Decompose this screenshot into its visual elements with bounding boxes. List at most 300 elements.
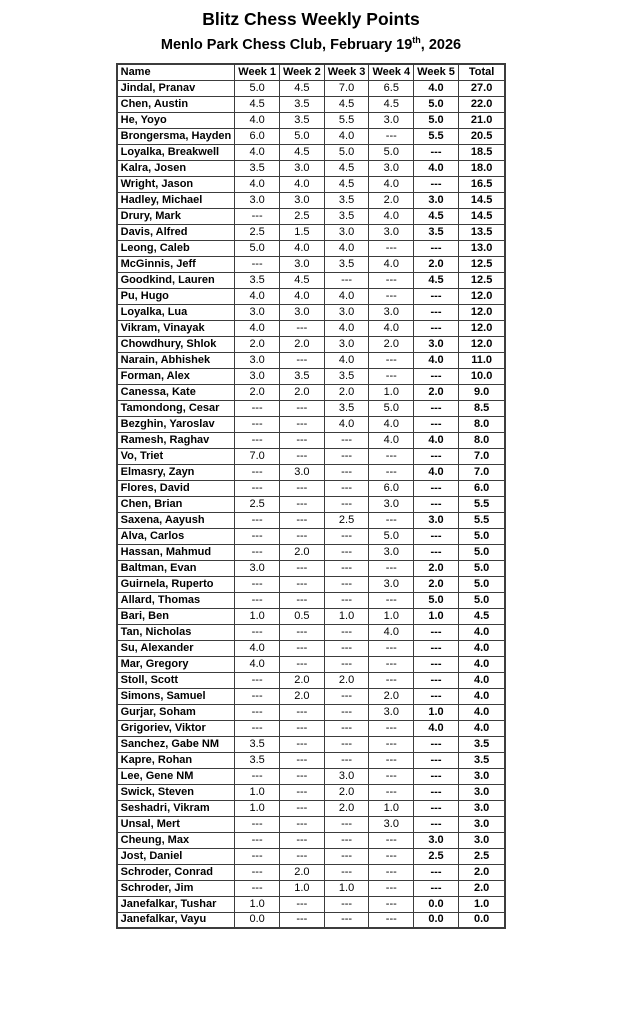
total-cell: 3.0 [458,800,505,816]
table-row [117,560,506,576]
week-3-score-cell: --- [324,272,369,288]
total-cell: 4.0 [458,720,505,736]
week-2-score-cell: 4.0 [280,240,325,256]
total-cell: 12.0 [458,304,505,320]
week-2-score-cell: 4.5 [280,144,325,160]
week-5-score-cell: --- [414,864,459,880]
player-name-cell: Pu, Hugo [117,288,235,304]
week-3-score-cell: 4.5 [324,160,369,176]
week-2-score-cell: --- [280,640,325,656]
player-name-cell: Loyalka, Breakwell [117,144,235,160]
week-4-score-cell: --- [369,736,414,752]
week-3-score-cell: --- [324,912,369,928]
week-4-score-cell: --- [369,512,414,528]
week-5-score-cell: 3.0 [414,192,459,208]
week-3-score-cell: 2.0 [324,672,369,688]
player-name-cell: Davis, Alfred [117,224,235,240]
week-1-score-cell: --- [235,816,280,832]
week-1-score-cell: 4.0 [235,112,280,128]
week-4-score-cell: 3.0 [369,496,414,512]
week-2-score-cell: 3.5 [280,368,325,384]
week-1-score-cell: 3.0 [235,560,280,576]
week-5-score-cell: --- [414,784,459,800]
week-2-score-cell: 3.0 [280,192,325,208]
week-4-score-cell: --- [369,912,414,928]
player-name-cell: Goodkind, Lauren [117,272,235,288]
total-cell: 5.0 [458,528,505,544]
week-4-score-cell: 4.0 [369,624,414,640]
player-name-cell: Sanchez, Gabe NM [117,736,235,752]
table-row [117,912,506,928]
week-4-score-cell: 3.0 [369,160,414,176]
week-3-score-cell: --- [324,560,369,576]
player-name-cell: He, Yoyo [117,112,235,128]
week-1-score-cell: --- [235,768,280,784]
week-5-score-cell: --- [414,624,459,640]
week-4-score-cell: --- [369,752,414,768]
week-1-score-cell: 4.0 [235,176,280,192]
week-5-score-cell: 3.5 [414,224,459,240]
week-2-score-cell: --- [280,432,325,448]
week-5-score-cell: 4.0 [414,80,459,96]
week-5-score-cell: 3.0 [414,336,459,352]
week-1-score-cell: 3.5 [235,272,280,288]
week-3-score-cell: --- [324,656,369,672]
table-row [117,608,506,624]
table-row [117,592,506,608]
week-5-score-cell: 5.5 [414,128,459,144]
week-3-score-cell: 2.5 [324,512,369,528]
week-4-score-cell: 4.0 [369,208,414,224]
week-3-score-cell: --- [324,864,369,880]
total-cell: 18.5 [458,144,505,160]
week-4-score-cell: 3.0 [369,576,414,592]
table-row [117,688,506,704]
table-row [117,176,506,192]
player-name-cell: Grigoriev, Viktor [117,720,235,736]
player-name-cell: Narain, Abhishek [117,352,235,368]
total-cell: 4.0 [458,688,505,704]
subtitle-suffix: , 2026 [420,37,462,53]
player-name-cell: Flores, David [117,480,235,496]
total-cell: 7.0 [458,464,505,480]
week-5-score-cell: 1.0 [414,704,459,720]
week-1-score-cell: 1.0 [235,608,280,624]
week-4-score-cell: --- [369,896,414,912]
week-3-score-cell: --- [324,736,369,752]
week-2-score-cell: 3.0 [280,160,325,176]
player-name-cell: Chen, Brian [117,496,235,512]
week-4-score-cell: 6.5 [369,80,414,96]
total-cell: 5.0 [458,592,505,608]
week-5-score-cell: --- [414,528,459,544]
week-5-score-cell: --- [414,416,459,432]
week-1-score-cell: --- [235,464,280,480]
week-2-score-cell: 3.5 [280,96,325,112]
table-row [117,656,506,672]
week-3-score-cell: 3.5 [324,400,369,416]
week-5-score-cell: --- [414,880,459,896]
total-cell: 4.0 [458,624,505,640]
week-1-score-cell: --- [235,208,280,224]
table-row [117,624,506,640]
week-3-score-cell: --- [324,528,369,544]
week-5-score-cell: --- [414,496,459,512]
column-header-name: Name [117,64,235,80]
week-5-score-cell: --- [414,288,459,304]
table-row [117,640,506,656]
week-3-score-cell: --- [324,640,369,656]
total-cell: 3.0 [458,784,505,800]
week-2-score-cell: 5.0 [280,128,325,144]
player-name-cell: Janefalkar, Vayu [117,912,235,928]
week-2-score-cell: 4.0 [280,176,325,192]
table-row [117,544,506,560]
week-1-score-cell: 3.0 [235,352,280,368]
week-1-score-cell: 2.0 [235,384,280,400]
total-cell: 8.5 [458,400,505,416]
total-cell: 9.0 [458,384,505,400]
week-5-score-cell: 4.0 [414,464,459,480]
player-name-cell: Vikram, Vinayak [117,320,235,336]
column-header-total: Total [458,64,505,80]
week-2-score-cell: --- [280,832,325,848]
player-name-cell: Stoll, Scott [117,672,235,688]
week-3-score-cell: 7.0 [324,80,369,96]
player-name-cell: Ramesh, Raghav [117,432,235,448]
week-3-score-cell: 4.0 [324,352,369,368]
total-cell: 5.0 [458,560,505,576]
total-cell: 14.5 [458,192,505,208]
week-4-score-cell: --- [369,880,414,896]
week-2-score-cell: --- [280,496,325,512]
week-5-score-cell: --- [414,304,459,320]
player-name-cell: Vo, Triet [117,448,235,464]
week-2-score-cell: --- [280,752,325,768]
week-1-score-cell: 5.0 [235,80,280,96]
week-5-score-cell: --- [414,320,459,336]
week-2-score-cell: --- [280,816,325,832]
table-row [117,832,506,848]
week-1-score-cell: --- [235,576,280,592]
week-4-score-cell: --- [369,560,414,576]
week-3-score-cell: --- [324,544,369,560]
total-cell: 8.0 [458,416,505,432]
week-4-score-cell: 4.0 [369,256,414,272]
week-4-score-cell: --- [369,352,414,368]
week-4-score-cell: 3.0 [369,304,414,320]
week-4-score-cell: --- [369,656,414,672]
player-name-cell: Hassan, Mahmud [117,544,235,560]
table-row [117,336,506,352]
week-1-score-cell: 3.5 [235,160,280,176]
total-cell: 3.0 [458,832,505,848]
week-3-score-cell: 4.0 [324,416,369,432]
player-name-cell: Elmasry, Zayn [117,464,235,480]
table-row [117,880,506,896]
week-4-score-cell: --- [369,368,414,384]
week-4-score-cell: --- [369,128,414,144]
week-1-score-cell: 1.0 [235,896,280,912]
week-5-score-cell: --- [414,768,459,784]
week-4-score-cell: --- [369,240,414,256]
table-row [117,128,506,144]
week-2-score-cell: 2.0 [280,864,325,880]
table-row [117,368,506,384]
table-row [117,752,506,768]
week-5-score-cell: --- [414,368,459,384]
week-5-score-cell: --- [414,688,459,704]
week-3-score-cell: 3.0 [324,336,369,352]
table-row [117,192,506,208]
week-2-score-cell: --- [280,448,325,464]
total-cell: 5.5 [458,496,505,512]
week-2-score-cell: 4.5 [280,272,325,288]
week-1-score-cell: 4.0 [235,288,280,304]
week-3-score-cell: 5.5 [324,112,369,128]
week-2-score-cell: --- [280,320,325,336]
sheet [0,9,622,929]
week-4-score-cell: 4.0 [369,176,414,192]
week-4-score-cell: 5.0 [369,528,414,544]
week-4-score-cell: 4.0 [369,416,414,432]
week-3-score-cell: 2.0 [324,384,369,400]
week-1-score-cell: 4.0 [235,320,280,336]
player-name-cell: Brongersma, Hayden [117,128,235,144]
week-1-score-cell: --- [235,704,280,720]
week-1-score-cell: --- [235,672,280,688]
week-3-score-cell: --- [324,720,369,736]
week-3-score-cell: --- [324,592,369,608]
table-row [117,512,506,528]
week-2-score-cell: --- [280,768,325,784]
column-header-week-1: Week 1 [235,64,280,80]
week-4-score-cell: --- [369,592,414,608]
player-name-cell: Jost, Daniel [117,848,235,864]
player-name-cell: Schroder, Jim [117,880,235,896]
week-2-score-cell: 2.5 [280,208,325,224]
table-row [117,80,506,96]
table-row [117,704,506,720]
table-row [117,800,506,816]
player-name-cell: Swick, Steven [117,784,235,800]
week-4-score-cell: --- [369,784,414,800]
player-name-cell: Unsal, Mert [117,816,235,832]
week-5-score-cell: --- [414,176,459,192]
week-5-score-cell: 0.0 [414,912,459,928]
week-5-score-cell: 5.0 [414,112,459,128]
week-2-score-cell: --- [280,592,325,608]
week-3-score-cell: 2.0 [324,784,369,800]
week-5-score-cell: 2.5 [414,848,459,864]
table-row [117,736,506,752]
week-4-score-cell: --- [369,288,414,304]
week-2-score-cell: 2.0 [280,672,325,688]
player-name-cell: Mar, Gregory [117,656,235,672]
week-2-score-cell: --- [280,912,325,928]
table-row [117,480,506,496]
table-row [117,96,506,112]
week-2-score-cell: --- [280,480,325,496]
table-row [117,208,506,224]
week-3-score-cell: 3.0 [324,768,369,784]
week-3-score-cell: 3.5 [324,208,369,224]
total-cell: 27.0 [458,80,505,96]
week-1-score-cell: 1.0 [235,800,280,816]
week-2-score-cell: --- [280,896,325,912]
player-name-cell: Janefalkar, Tushar [117,896,235,912]
week-4-score-cell: --- [369,720,414,736]
week-3-score-cell: 1.0 [324,880,369,896]
week-4-score-cell: 2.0 [369,336,414,352]
week-4-score-cell: --- [369,864,414,880]
week-2-score-cell: 2.0 [280,544,325,560]
total-cell: 4.5 [458,608,505,624]
week-5-score-cell: --- [414,816,459,832]
total-cell: 5.5 [458,512,505,528]
week-2-score-cell: 2.0 [280,336,325,352]
table-row [117,768,506,784]
week-4-score-cell: 3.0 [369,704,414,720]
week-2-score-cell: 3.5 [280,112,325,128]
week-3-score-cell: --- [324,816,369,832]
player-name-cell: Hadley, Michael [117,192,235,208]
week-3-score-cell: --- [324,480,369,496]
week-3-score-cell: 4.0 [324,240,369,256]
week-2-score-cell: --- [280,416,325,432]
week-1-score-cell: 2.0 [235,336,280,352]
week-2-score-cell: --- [280,800,325,816]
week-2-score-cell: --- [280,352,325,368]
week-4-score-cell: 6.0 [369,480,414,496]
week-2-score-cell: --- [280,704,325,720]
table-row [117,672,506,688]
table-row [117,432,506,448]
week-1-score-cell: 4.0 [235,640,280,656]
player-name-cell: Bezghin, Yaroslav [117,416,235,432]
week-1-score-cell: 2.5 [235,496,280,512]
total-cell: 2.0 [458,864,505,880]
week-2-score-cell: --- [280,528,325,544]
week-5-score-cell: 2.0 [414,256,459,272]
table-row [117,896,506,912]
column-header-week-4: Week 4 [369,64,414,80]
total-cell: 14.5 [458,208,505,224]
total-cell: 3.5 [458,752,505,768]
week-5-score-cell: --- [414,544,459,560]
week-4-score-cell: 2.0 [369,192,414,208]
header-row [117,64,506,80]
week-2-score-cell: 4.5 [280,80,325,96]
total-cell: 1.0 [458,896,505,912]
table-row [117,784,506,800]
player-name-cell: Kalra, Josen [117,160,235,176]
table-row [117,160,506,176]
week-1-score-cell: 5.0 [235,240,280,256]
week-5-score-cell: --- [414,736,459,752]
week-3-score-cell: 3.0 [324,304,369,320]
week-1-score-cell: 4.0 [235,144,280,160]
total-cell: 3.5 [458,736,505,752]
week-5-score-cell: --- [414,800,459,816]
total-cell: 4.0 [458,656,505,672]
player-name-cell: Baltman, Evan [117,560,235,576]
week-1-score-cell: 3.5 [235,736,280,752]
week-4-score-cell: 1.0 [369,608,414,624]
player-name-cell: Jindal, Pranav [117,80,235,96]
week-2-score-cell: 2.0 [280,384,325,400]
week-1-score-cell: 3.0 [235,304,280,320]
week-3-score-cell: 3.5 [324,368,369,384]
week-3-score-cell: --- [324,496,369,512]
week-2-score-cell: 3.0 [280,256,325,272]
total-cell: 13.0 [458,240,505,256]
total-cell: 0.0 [458,912,505,928]
table-row [117,144,506,160]
week-4-score-cell: 3.0 [369,816,414,832]
week-5-score-cell: 4.0 [414,352,459,368]
player-name-cell: Bari, Ben [117,608,235,624]
week-2-score-cell: --- [280,576,325,592]
total-cell: 10.0 [458,368,505,384]
player-name-cell: Saxena, Aayush [117,512,235,528]
table-row [117,416,506,432]
week-1-score-cell: 3.0 [235,192,280,208]
total-cell: 22.0 [458,96,505,112]
column-header-week-3: Week 3 [324,64,369,80]
table-row [117,528,506,544]
week-3-score-cell: --- [324,848,369,864]
player-name-cell: Gurjar, Soham [117,704,235,720]
week-4-score-cell: 1.0 [369,384,414,400]
week-5-score-cell: 1.0 [414,608,459,624]
week-3-score-cell: 1.0 [324,608,369,624]
table-row [117,496,506,512]
week-5-score-cell: 0.0 [414,896,459,912]
week-1-score-cell: --- [235,720,280,736]
week-3-score-cell: --- [324,624,369,640]
table-row [117,864,506,880]
week-1-score-cell: 7.0 [235,448,280,464]
week-5-score-cell: 2.0 [414,576,459,592]
week-3-score-cell: 4.0 [324,320,369,336]
table-row [117,352,506,368]
week-3-score-cell: --- [324,832,369,848]
player-name-cell: Drury, Mark [117,208,235,224]
week-3-score-cell: 5.0 [324,144,369,160]
total-cell: 12.5 [458,256,505,272]
week-5-score-cell: 4.0 [414,432,459,448]
week-4-score-cell: --- [369,272,414,288]
week-3-score-cell: --- [324,464,369,480]
week-1-score-cell: --- [235,512,280,528]
total-cell: 5.0 [458,544,505,560]
week-4-score-cell: --- [369,832,414,848]
player-name-cell: Kapre, Rohan [117,752,235,768]
week-2-score-cell: 1.0 [280,880,325,896]
total-cell: 4.0 [458,640,505,656]
week-5-score-cell: 4.5 [414,272,459,288]
week-4-score-cell: --- [369,448,414,464]
week-1-score-cell: 4.0 [235,656,280,672]
table-row [117,448,506,464]
week-1-score-cell: 0.0 [235,912,280,928]
week-4-score-cell: 1.0 [369,800,414,816]
week-5-score-cell: 2.0 [414,384,459,400]
week-4-score-cell: 3.0 [369,224,414,240]
table-row [117,112,506,128]
total-cell: 3.0 [458,768,505,784]
